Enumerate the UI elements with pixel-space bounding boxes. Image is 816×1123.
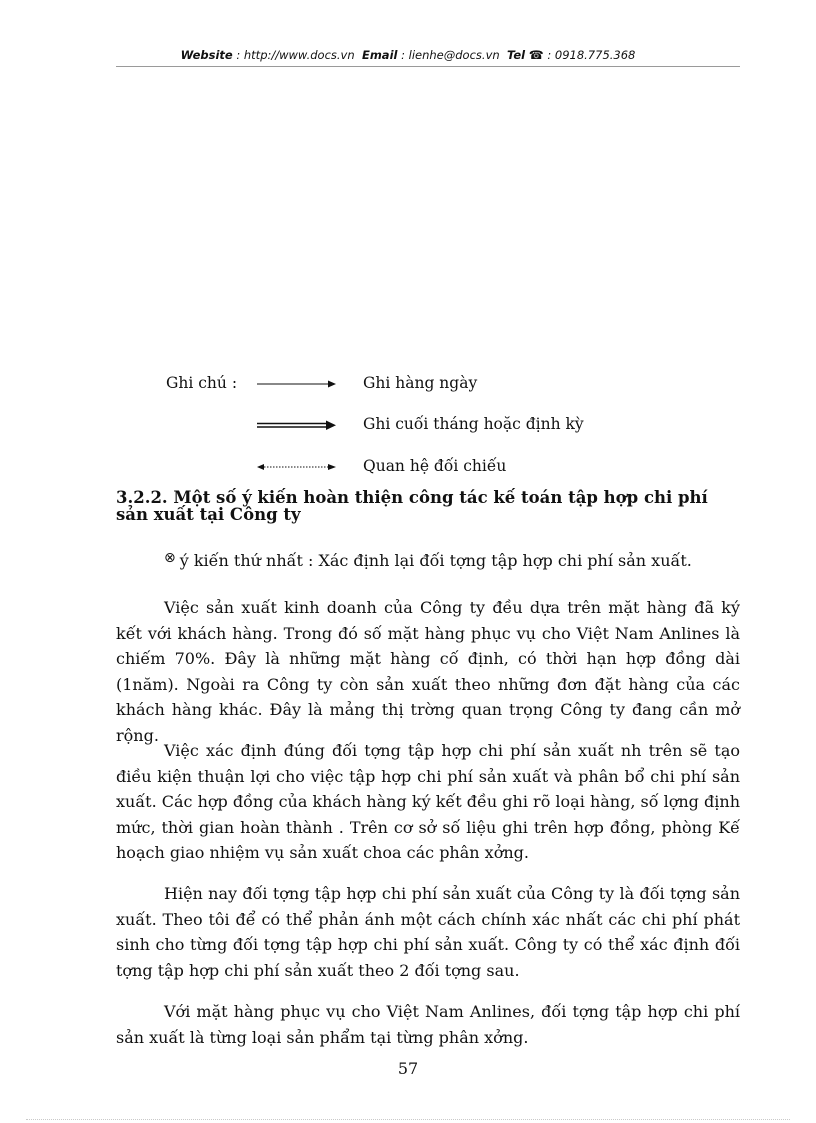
website-label: Website xyxy=(180,48,233,62)
thin-arrow-icon xyxy=(256,378,338,390)
paragraph-1: Việc sản xuất kinh doanh của Công ty đều dựa trên mặt hàng đã ký kết với khách hàng. Trong đó số mặt hàng phục vụ cho Việt Nam Anlines là chiếm 70%. Đây là những mặt hàng cố định, có thời hạn hợp đồng dài (1năm). Ngoài ra Công ty còn sản xuất theo những đơn đặt hàng của các khách hàng khác. Đây là mảng thị trờng quan trọng Công ty đang cần mở rộng. xyxy=(116,598,740,745)
phone-icon: ☎ xyxy=(528,48,544,62)
email-value: : lienhe@docs.vn xyxy=(401,48,500,62)
legend-item-daily: Ghi hàng ngày xyxy=(363,374,478,392)
opinion-line xyxy=(164,551,692,570)
circled-times-icon: ⊗ xyxy=(164,550,176,566)
legend-label: Ghi chú : xyxy=(166,374,238,392)
page-number: 57 xyxy=(397,1059,419,1078)
website-value: : http://www.docs.vn xyxy=(236,48,355,62)
email-label: Email xyxy=(361,48,398,62)
footer-divider xyxy=(26,1119,790,1120)
paragraph-3: Hiện nay đối tợng tập hợp chi phí sản xuất của Công ty là đối tợng sản xuất. Theo tôi để có thể phản ánh một cách chính xác nhất các chi phí phát sinh cho từng đối tợng tập hợp chi phí sản xuất. Công ty có thể xác định đối tợng tập hợp chi phí sản xuất theo 2 đối tợng sau. xyxy=(116,884,740,980)
paragraph-2: Việc xác định đúng đối tợng tập hợp chi phí sản xuất nh trên sẽ tạo điều kiện thuận lợi cho việc tập hợp chi phí sản xuất và phân bổ chi phí sản xuất. Các hợp đồng của khách hàng ký kết đều ghi rõ loại hàng, số lợng định mức, thời gian hoàn thành . Trên cơ sở số liệu ghi trên hợp đồng, phòng Kế hoạch giao nhiệm vụ sản xuất choa các phân xởng. xyxy=(116,741,740,862)
tel-label: Tel xyxy=(506,48,526,62)
paragraph-4: Với mặt hàng phục vụ cho Việt Nam Anlines, đối tợng tập hợp chi phí sản xuất là từng loại sản phẩm tại từng phân xởng. xyxy=(116,1002,740,1047)
tel-value: : 0918.775.368 xyxy=(547,48,636,62)
legend-item-periodic: Ghi cuối tháng hoặc định kỳ xyxy=(363,415,584,433)
double-arrow-icon xyxy=(256,419,338,431)
opinion-text: ý kiến thứ nhất : Xác định lại đối tợng tập hợp chi phí sản xuất. xyxy=(179,551,692,570)
header-divider xyxy=(116,66,740,67)
page-header xyxy=(0,48,816,62)
dotted-double-headed-arrow-icon xyxy=(256,461,338,473)
legend-item-reconcile: Quan hệ đối chiếu xyxy=(363,457,507,475)
section-title: 3.2.2. Một số ý kiến hoàn thiện công tác kế toán tập hợp chi phí sản xuất tại Công ty xyxy=(116,488,708,524)
